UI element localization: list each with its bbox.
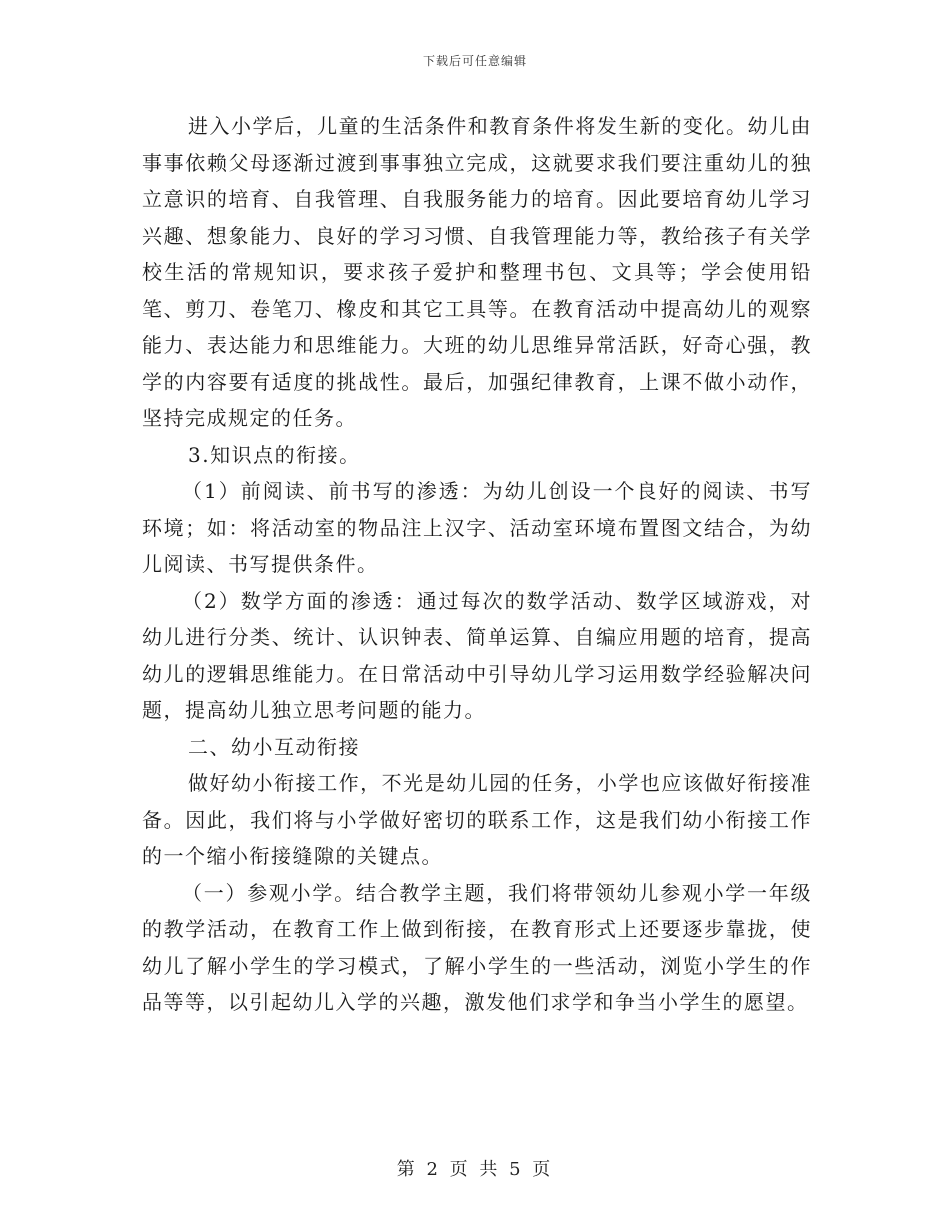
heading-knowledge-connection: 3.知识点的衔接。 (188, 442, 361, 467)
heading-interactive-connection: 二、幼小互动衔接 (188, 734, 360, 759)
paragraph-transition-intro: 进入小学后，儿童的生活条件和教育条件将发生新的变化。幼儿由事事依赖父母逐渐过渡到事事独立完成，这就要求我们要注重幼儿的独立意识的培育、自我管理、自我服务能力的培育。因此要培育幼儿学习兴趣、想象能力、良好的学习习惯、自我管理能力等，教给孩子有关学校生活的常规知识，要求孩子爱护和整理书包、文具等；学会使用铅笔、剪刀、卷笔刀、橡皮和其它工具等。在教育活动中提高幼儿的观察能力、表达能力和思维能力。大班的幼儿思维异常活跃，好奇心强，教学的内容要有适度的挑战性。最后，加强纪律教育，上课不做小动作，坚持完成规定的任务。 (142, 114, 812, 430)
page-number-footer: 第 2 页 共 5 页 (396, 1159, 554, 1180)
page-header: 下载后可任意编辑 (422, 54, 527, 68)
paragraph-visit-primary-school: （一）参观小学。结合教学主题，我们将带领幼儿参观小学一年级的教学活动，在教育工作上做到衔接，在教育形式上还要逐步靠拢，使幼儿了解小学生的学习模式，了解小学生的一些活动，浏览小学生的作品等等，以引起幼儿入学的兴趣，激发他们求学和争当小学生的愿望。 (142, 880, 812, 1014)
paragraph-primary-school-cooperation: 做好幼小衔接工作，不光是幼儿园的任务，小学也应该做好衔接准备。因此，我们将与小学做好密切的联系工作，这是我们幼小衔接工作的一个缩小衔接缝隙的关键点。 (142, 771, 812, 868)
document-body (142, 108, 812, 1021)
paragraph-pre-reading-writing: （1）前阅读、前书写的渗透：为幼儿创设一个良好的阅读、书写环境；如：将活动室的物品注上汉字、活动室环境布置图文结合，为幼儿阅读、书写提供条件。 (142, 479, 812, 576)
paragraph-math-penetration: （2）数学方面的渗透：通过每次的数学活动、数学区域游戏，对幼儿进行分类、统计、认识钟表、简单运算、自编应用题的培育，提高幼儿的逻辑思维能力。在日常活动中引导幼儿学习运用数学经验解决问题，提高幼儿独立思考问题的能力。 (142, 588, 812, 722)
